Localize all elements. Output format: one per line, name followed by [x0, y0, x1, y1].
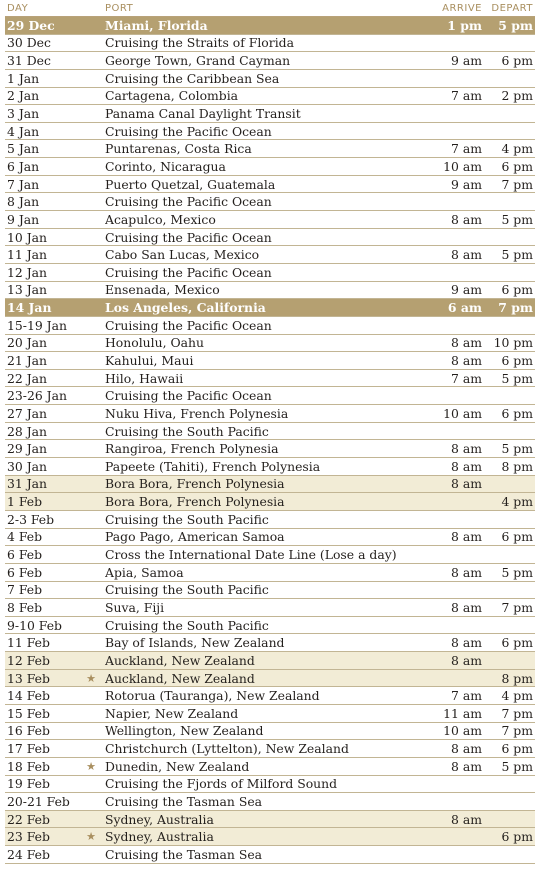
cell-depart: 6 pm — [501, 158, 533, 174]
cell-depart: 7 pm — [501, 176, 533, 192]
table-row — [5, 582, 535, 600]
cell-day: 6 Feb — [7, 564, 43, 580]
cell-port: Ensenada, Mexico — [105, 282, 220, 298]
cell-port: Honolulu, Oahu — [105, 335, 204, 351]
cell-depart: 5 pm — [501, 370, 533, 386]
cell-day: 1 Jan — [7, 70, 40, 86]
cell-depart: 6 pm — [501, 829, 533, 845]
cell-day: 11 Jan — [7, 247, 48, 263]
cell-port: Bay of Islands, New Zealand — [105, 635, 285, 651]
table-row — [5, 599, 535, 617]
star-icon: ★ — [86, 759, 96, 773]
cell-arrive: 9 am — [451, 282, 482, 298]
cell-depart: 5 pm — [501, 247, 533, 263]
cell-port: Cartagena, Colombia — [105, 88, 239, 104]
cell-port: Kahului, Maui — [105, 352, 194, 368]
cell-arrive: 11 am — [443, 705, 482, 721]
table-body — [5, 17, 535, 864]
cell-day: 31 Jan — [7, 476, 48, 492]
table-row — [5, 687, 535, 705]
cell-port: Christchurch (Lyttelton), New Zealand — [105, 741, 349, 757]
table-row — [5, 652, 535, 670]
cell-depart: 8 pm — [501, 458, 533, 474]
cell-day: 23-26 Jan — [7, 388, 67, 404]
cell-day: 22 Jan — [7, 370, 48, 386]
cell-day: 20-21 Feb — [7, 794, 70, 809]
cell-depart: 4 pm — [501, 494, 533, 510]
cell-arrive: 7 am — [451, 141, 482, 157]
table-row — [5, 740, 535, 758]
table-row — [5, 211, 535, 229]
cell-port: George Town, Grand Cayman — [105, 53, 291, 69]
table-row — [5, 264, 535, 282]
cell-port: Sydney, Australia — [105, 811, 214, 827]
cell-port: Los Angeles, California — [105, 300, 266, 316]
cell-arrive: 8 am — [451, 247, 482, 263]
cell-port: Pago Pago, American Samoa — [105, 529, 285, 545]
table-row — [5, 440, 535, 458]
cell-arrive: 8 am — [451, 352, 482, 368]
cell-arrive: 8 am — [451, 635, 482, 651]
cell-port: Cruising the Caribbean Sea — [105, 70, 280, 86]
cell-day: 30 Dec — [7, 35, 51, 51]
cell-day: 23 Feb — [7, 829, 50, 845]
cell-day: 19 Feb — [7, 776, 50, 792]
cell-port: Apia, Samoa — [105, 564, 184, 580]
cell-depart: 6 pm — [501, 635, 533, 651]
cell-day: 4 Jan — [7, 123, 40, 139]
table-row — [5, 70, 535, 88]
table-row — [5, 299, 535, 317]
cell-arrive: 8 am — [451, 652, 482, 668]
table-row — [5, 634, 535, 652]
cell-depart: 4 pm — [501, 141, 533, 157]
cell-port: Miami, Florida — [105, 17, 208, 33]
cell-port: Napier, New Zealand — [105, 705, 239, 721]
table-row — [5, 617, 535, 635]
cell-day: 8 Feb — [7, 599, 43, 615]
cell-port: Cruising the Pacific Ocean — [105, 264, 272, 280]
cell-depart: 8 pm — [501, 670, 533, 686]
cell-depart: 10 pm — [493, 335, 533, 351]
cell-day: 7 Feb — [7, 582, 43, 598]
cell-port: Auckland, New Zealand — [105, 652, 255, 668]
cell-day: 8 Jan — [7, 194, 40, 210]
cell-day: 9 Jan — [7, 211, 40, 227]
table-row — [5, 317, 535, 335]
cell-day: 6 Feb — [7, 547, 43, 563]
table-row — [5, 828, 535, 846]
cell-day: 12 Feb — [7, 652, 50, 668]
cell-port: Cruising the Pacific Ocean — [105, 194, 272, 210]
cell-depart: 4 pm — [501, 688, 533, 704]
table-row — [5, 511, 535, 529]
cell-day: 14 Feb — [7, 688, 50, 704]
cell-day: 13 Jan — [7, 282, 48, 298]
cell-day: 5 Jan — [7, 141, 40, 157]
table-header — [5, 0, 535, 17]
cell-port: Cruising the Tasman Sea — [105, 794, 263, 809]
cell-day: 12 Jan — [7, 264, 48, 280]
table-row — [5, 17, 535, 35]
table-row — [5, 423, 535, 441]
cell-port: Cruising the South Pacific — [105, 617, 269, 633]
cell-port: Cross the International Date Line (Lose a day) — [105, 547, 397, 563]
cell-day: 17 Feb — [7, 741, 50, 757]
cell-day: 2-3 Feb — [7, 511, 55, 527]
cell-port: Acapulco, Mexico — [105, 211, 216, 227]
table-row — [5, 493, 535, 511]
cell-depart: 5 pm — [501, 758, 533, 774]
cell-depart: 6 pm — [501, 282, 533, 298]
cell-day: 29 Jan — [7, 441, 48, 457]
cell-day: 1 Feb — [7, 494, 43, 510]
cell-arrive: 7 am — [451, 688, 482, 704]
cell-day: 2 Jan — [7, 88, 40, 104]
cell-port: Cruising the Tasman Sea — [105, 846, 263, 862]
cell-port: Nuku Hiva, French Polynesia — [105, 405, 289, 421]
table-row — [5, 335, 535, 353]
table-row — [5, 758, 535, 776]
cell-arrive: 7 am — [451, 88, 482, 104]
cell-depart: 5 pm — [501, 564, 533, 580]
cell-arrive: 8 am — [451, 335, 482, 351]
cell-arrive: 8 am — [451, 811, 482, 827]
cell-day: 15-19 Jan — [7, 317, 67, 333]
cell-depart: 6 pm — [501, 405, 533, 421]
cell-port: Hilo, Hawaii — [105, 370, 184, 386]
table-row — [5, 458, 535, 476]
cell-day: 24 Feb — [7, 846, 50, 862]
cell-arrive: 10 am — [443, 723, 482, 739]
table-row — [5, 846, 535, 864]
cell-day: 27 Jan — [7, 405, 48, 421]
table-row — [5, 705, 535, 723]
cell-arrive: 10 am — [443, 405, 482, 421]
header-arrive: ARRIVE — [442, 2, 482, 14]
cell-depart: 7 pm — [501, 723, 533, 739]
cell-day: 15 Feb — [7, 705, 50, 721]
cell-arrive: 8 am — [451, 529, 482, 545]
cell-port: Rotorua (Tauranga), New Zealand — [105, 688, 320, 704]
cell-port: Wellington, New Zealand — [105, 723, 264, 739]
cell-arrive: 8 am — [451, 741, 482, 757]
cell-port: Cabo San Lucas, Mexico — [105, 247, 260, 263]
cell-day: 9-10 Feb — [7, 617, 62, 633]
cell-port: Cruising the Pacific Ocean — [105, 317, 272, 333]
cell-arrive: 7 am — [451, 370, 482, 386]
cell-arrive: 8 am — [451, 564, 482, 580]
cell-day: 16 Feb — [7, 723, 50, 739]
cell-day: 14 Jan — [7, 300, 52, 316]
table-row — [5, 176, 535, 194]
table-row — [5, 670, 535, 688]
table-row — [5, 193, 535, 211]
cell-port: Cruising the Pacific Ocean — [105, 388, 272, 404]
cell-arrive: 9 am — [451, 176, 482, 192]
cell-day: 10 Jan — [7, 229, 48, 245]
cell-port: Papeete (Tahiti), French Polynesia — [105, 458, 321, 474]
cell-day: 31 Dec — [7, 53, 51, 69]
cell-day: 30 Jan — [7, 458, 48, 474]
cell-port: Sydney, Australia — [105, 829, 214, 845]
table-row — [5, 793, 535, 811]
cell-depart: 5 pm — [501, 441, 533, 457]
cell-depart: 7 pm — [501, 705, 533, 721]
table-row — [5, 564, 535, 582]
table-row — [5, 370, 535, 388]
table-row — [5, 476, 535, 494]
table-row — [5, 352, 535, 370]
cell-day: 28 Jan — [7, 423, 48, 439]
cell-day: 13 Feb — [7, 670, 50, 686]
table-row — [5, 123, 535, 141]
cell-day: 18 Feb — [7, 758, 50, 774]
cell-depart: 5 pm — [498, 17, 533, 33]
cell-port: Cruising the Pacific Ocean — [105, 229, 272, 245]
cell-depart: 2 pm — [501, 88, 533, 104]
cell-depart: 5 pm — [501, 211, 533, 227]
cell-depart: 7 pm — [501, 599, 533, 615]
cell-depart: 6 pm — [501, 352, 533, 368]
cell-depart: 7 pm — [498, 300, 533, 316]
table-row — [5, 88, 535, 106]
cell-arrive: 8 am — [451, 599, 482, 615]
cell-day: 11 Feb — [7, 635, 50, 651]
table-row — [5, 140, 535, 158]
table-row — [5, 35, 535, 53]
table-row — [5, 776, 535, 794]
cell-day: 20 Jan — [7, 335, 48, 351]
cell-arrive: 9 am — [451, 53, 482, 69]
table-row — [5, 282, 535, 300]
cell-depart: 6 pm — [501, 529, 533, 545]
cell-port: Cruising the South Pacific — [105, 423, 269, 439]
table-row — [5, 246, 535, 264]
itinerary-table — [5, 0, 535, 864]
cell-arrive: 8 am — [451, 458, 482, 474]
header-day: DAY — [7, 2, 29, 14]
cell-arrive: 8 am — [451, 476, 482, 492]
cell-arrive: 10 am — [443, 158, 482, 174]
cell-depart: 6 pm — [501, 741, 533, 757]
table-row — [5, 723, 535, 741]
cell-arrive: 1 pm — [447, 17, 482, 33]
table-row — [5, 405, 535, 423]
cell-day: 4 Feb — [7, 529, 43, 545]
cell-port: Corinto, Nicaragua — [105, 158, 226, 174]
cell-port: Suva, Fiji — [105, 599, 165, 615]
cell-day: 29 Dec — [7, 17, 55, 33]
cell-depart: 6 pm — [501, 53, 533, 69]
table-row — [5, 229, 535, 247]
header-port: PORT — [105, 2, 134, 14]
cell-port: Bora Bora, French Polynesia — [105, 476, 285, 492]
cell-port: Cruising the South Pacific — [105, 582, 269, 598]
cell-port: Bora Bora, French Polynesia — [105, 494, 285, 510]
cell-port: Panama Canal Daylight Transit — [105, 106, 301, 122]
cell-port: Rangiroa, French Polynesia — [105, 441, 279, 457]
cell-port: Dunedin, New Zealand — [105, 758, 250, 774]
cell-port: Cruising the Straits of Florida — [105, 35, 294, 51]
header-depart: DEPART — [491, 2, 533, 14]
table-row — [5, 105, 535, 123]
cell-port: Auckland, New Zealand — [105, 670, 255, 686]
cell-port: Puerto Quetzal, Guatemala — [105, 176, 276, 192]
star-icon: ★ — [86, 830, 96, 844]
table-row — [5, 52, 535, 70]
star-icon: ★ — [86, 671, 96, 685]
cell-port: Cruising the Pacific Ocean — [105, 123, 272, 139]
cell-day: 22 Feb — [7, 811, 50, 827]
table-row — [5, 546, 535, 564]
cell-port: Cruising the Fjords of Milford Sound — [105, 776, 338, 792]
table-row — [5, 387, 535, 405]
table-row — [5, 529, 535, 547]
table-row — [5, 158, 535, 176]
cell-day: 7 Jan — [7, 176, 40, 192]
cell-port: Puntarenas, Costa Rica — [105, 141, 252, 157]
table-row — [5, 811, 535, 829]
cell-day: 6 Jan — [7, 158, 40, 174]
cell-arrive: 8 am — [451, 211, 482, 227]
cell-day: 3 Jan — [7, 106, 40, 122]
cell-arrive: 6 am — [447, 300, 482, 316]
cell-arrive: 8 am — [451, 441, 482, 457]
cell-day: 21 Jan — [7, 352, 48, 368]
cell-port: Cruising the South Pacific — [105, 511, 269, 527]
cell-arrive: 8 am — [451, 758, 482, 774]
